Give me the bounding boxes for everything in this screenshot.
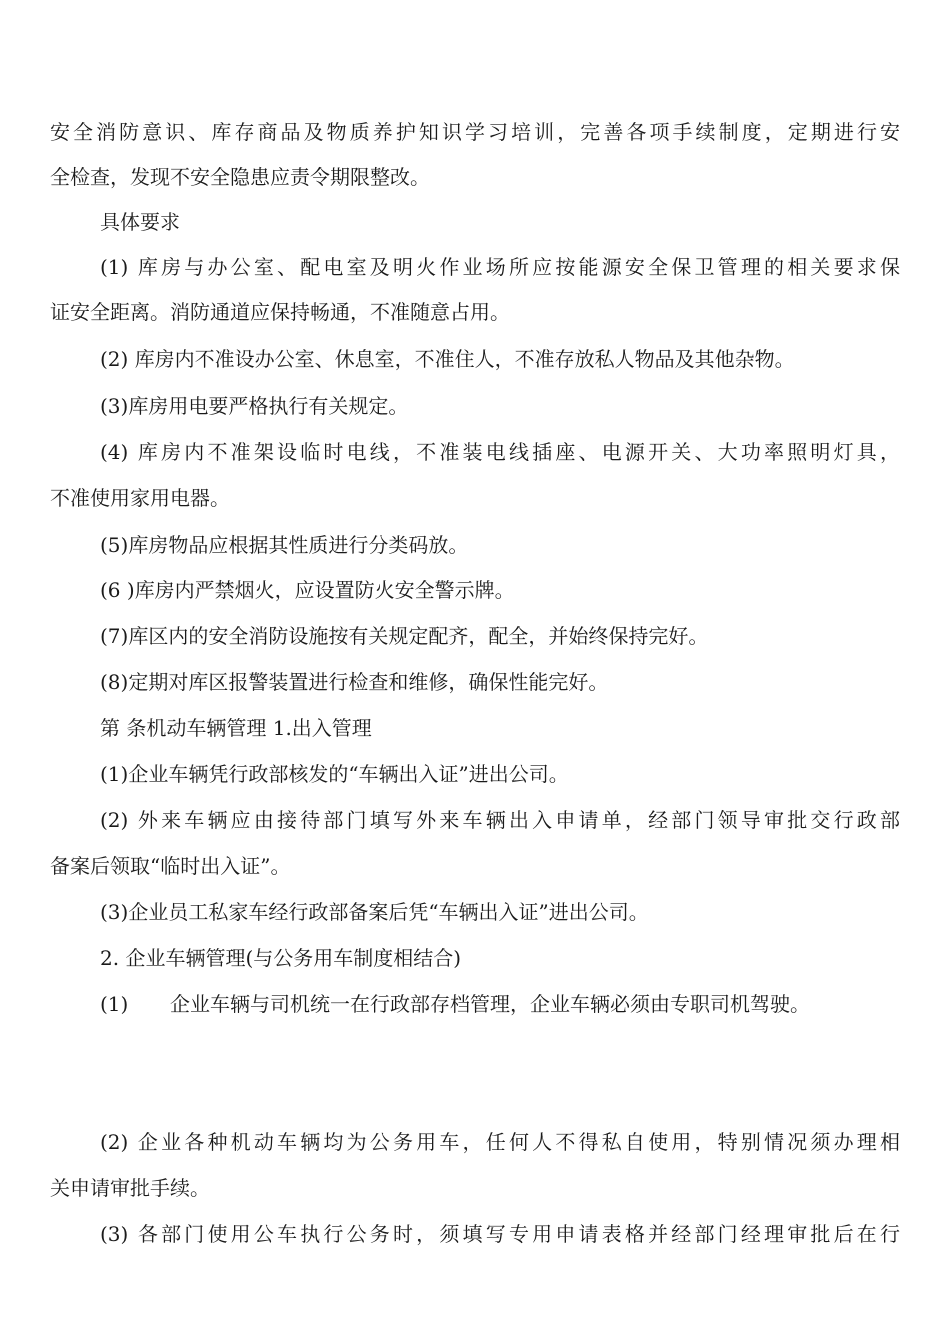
- list-item-2: (2) 外来车辆应由接待部门填写外来车辆出入申请单，经部门领导审批交行政部: [100, 808, 900, 832]
- list-item-4: (4) 库房内不准架设临时电线，不准装电线插座、电源开关、大功率照明灯具，: [100, 440, 900, 464]
- section-heading: 具体要求: [100, 210, 180, 234]
- list-item-7: (7)库区内的安全消防设施按有关规定配齐，配全，并始终保持完好。: [100, 624, 709, 648]
- list-item-8: (8)定期对库区报警装置进行检查和维修，确保性能完好。: [100, 670, 609, 694]
- paragraph-line: 全检查，发现不安全隐患应责令期限整改。: [50, 165, 430, 189]
- paragraph-line: 备案后领取“临时出入证”。: [50, 854, 291, 878]
- list-item-text: 企业车辆与司机统一在行政部存档管理，企业车辆必须由专职司机驾驶。: [170, 992, 810, 1016]
- list-item-3: (3) 各部门使用公车执行公务时，须填写专用申请表格并经部门经理审批后在行: [100, 1222, 900, 1246]
- list-item-5: (5)库房物品应根据其性质进行分类码放。: [100, 533, 469, 557]
- list-item-3: (3)企业员工私家车经行政部备案后凭“车辆出入证”进出公司。: [100, 900, 649, 924]
- paragraph-line: 证安全距离。消防通道应保持畅通，不准随意占用。: [50, 300, 510, 324]
- list-item-6: (6 )库房内严禁烟火，应设置防火安全警示牌。: [100, 578, 515, 602]
- list-item-2: (2) 企业各种机动车辆均为公务用车，任何人不得私自使用，特别情况须办理相: [100, 1130, 900, 1154]
- list-item-1: (1)企业车辆凭行政部核发的“车辆出入证”进出公司。: [100, 762, 569, 786]
- paragraph-line: 安全消防意识、库存商品及物质养护知识学习培训，完善各项手续制度，定期进行安: [50, 120, 900, 144]
- paragraph-line: 关申请审批手续。: [50, 1176, 210, 1200]
- list-item-number: (1): [100, 992, 129, 1016]
- list-item-2: (2) 库房内不准设办公室、休息室，不准住人，不准存放私人物品及其他杂物。: [100, 347, 795, 371]
- subsection-heading: 2. 企业车辆管理(与公务用车制度相结合): [100, 946, 462, 970]
- list-item-1: (1) 库房与办公室、配电室及明火作业场所应按能源安全保卫管理的相关要求保: [100, 255, 900, 279]
- paragraph-line: 不准使用家用电器。: [50, 486, 230, 510]
- article-heading: 第 条机动车辆管理 1.出入管理: [100, 716, 372, 740]
- list-item-1: [100, 990, 900, 1018]
- list-item-3: (3)库房用电要严格执行有关规定。: [100, 394, 409, 418]
